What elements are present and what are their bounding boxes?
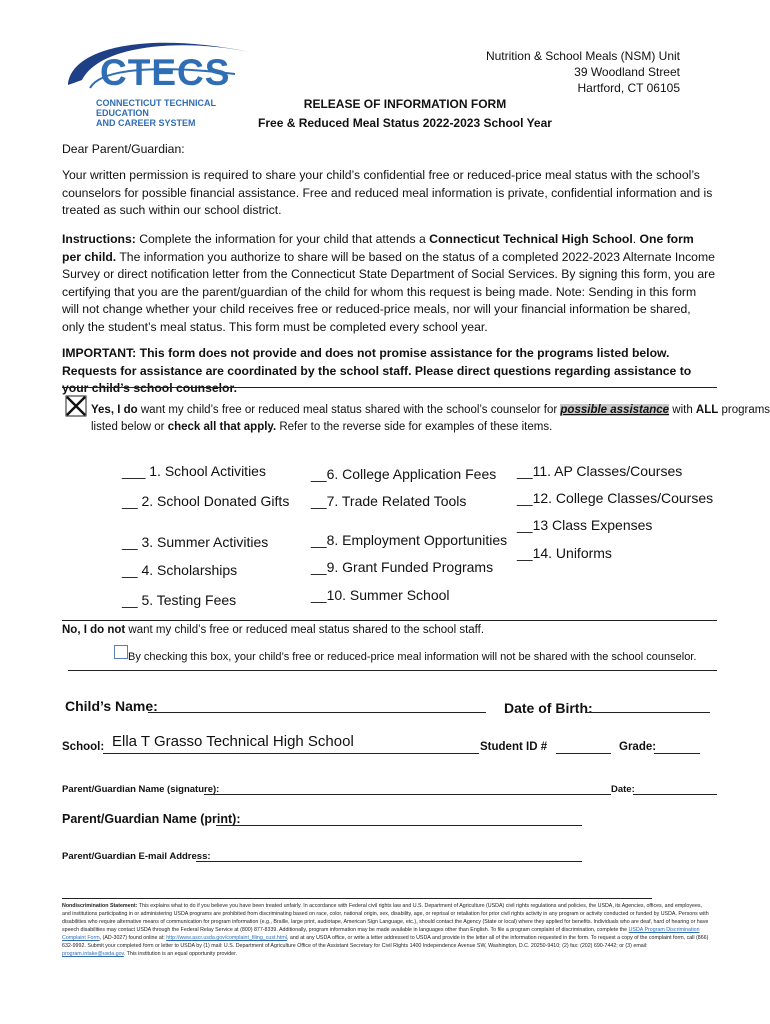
logo-name: CTECS — [100, 52, 231, 93]
program-item[interactable]: ___ 1. School Activities — [122, 463, 266, 479]
intro-paragraph: Your written permission is required to share your child’s confidential free or reduced-price meal status with the school’s counselors for possible financial assistance. Free and reduced meal information is private, confidential information and is treated as such within our school district. — [62, 168, 713, 217]
form-title: RELEASE OF INFORMATION FORM — [303, 97, 507, 111]
dob-field[interactable] — [585, 712, 710, 713]
yes-option-text-line2: listed below or check all that apply. Refer to the reverse side for examples of these items. — [91, 421, 553, 433]
form-subtitle: Free & Reduced Meal Status 2022-2023 School Year — [258, 116, 552, 130]
child-name-label: Child’s Name: — [65, 698, 158, 714]
program-item[interactable]: __12. College Classes/Courses — [517, 490, 714, 506]
print-name-field[interactable] — [216, 825, 582, 826]
yes-option-text: Yes, I do want my child’s free or reduced meal status shared with the school’s counselor for possible assistance with ALL programs — [91, 404, 770, 416]
divider — [68, 670, 717, 671]
signature-label: Parent/Guardian Name (signature): — [62, 784, 220, 795]
grade-field[interactable] — [654, 753, 700, 754]
program-item[interactable]: __ 2. School Donated Gifts — [122, 493, 290, 509]
yes-checkbox[interactable] — [65, 395, 87, 417]
school-value: Ella T Grasso Technical High School — [112, 733, 354, 750]
program-item[interactable]: __9. Grant Funded Programs — [311, 559, 494, 575]
nondiscrimination-statement: Nondiscrimination Statement: This explains what to do if you believe you have been treated unfairly. In accordance with Federal civil rights law and U.S. Department of Agriculture (USDA) civil rights regulations and policies, the USDA, its Agencies, offices, and employees, and institutions participating in or administering USDA programs are prohibited from discriminating based on race, color, national origin, sex, disability, age, or reprisal or retaliation for prior civil rights activity in any program or activity conducted or funded by USDA. Persons with disabilities who require alternative means of communication for program information (e.g., Braille, large print, audiotape, American Sign Language, etc.), should contact the Agency (State or local) where they applied for benefits. Individuals who are deaf, hard of hearing or have speech disabilities may contact USDA through the Federal Relay Service at (800) 877-8339. Additionally, program information may be made available in languages other than English. To file a program complaint of discrimination, complete the USDA Program Discrimination Complaint Form, (AD-3027) found online at: http://www.ascr.usda.gov/complaint_filing_cust.html, and at any USDA office, or write a letter addressed to USDA and provide in the letter all of the information requested in the form. To request a copy of the complaint form, call (866) 632-9992. Submit your completed form or letter to USDA by (1) mail: U.S. Department of Agriculture Office of the Assistant Secretary for Civil Rights 1400 Independence Avenue SW, Washington, D.C. 20250-9410; (2) fax: (202) 690-7442; or (3) email: program.intake@usda.gov. This institution is an equal opportunity provider. — [62, 903, 709, 957]
date-label: Date: — [611, 784, 635, 795]
no-checkbox-label: By checking this box, your child’s free or reduced-price meal information will not be shared with the school counselor. — [128, 651, 697, 663]
program-item[interactable]: __7. Trade Related Tools — [311, 493, 467, 509]
important-notice: IMPORTANT: This form does not provide and does not promise assistance for the programs listed below. Requests for assistance are coordinated by the school staff. Please direct questions regarding assistance to your child’s school counselor. — [62, 346, 692, 395]
school-field[interactable] — [103, 753, 479, 754]
program-item[interactable]: __14. Uniforms — [517, 545, 612, 561]
no-option-text: No, I do not want my child’s free or reduced meal status shared to the school staff. — [62, 624, 485, 636]
student-id-label: Student ID # — [480, 741, 548, 753]
school-label: School: — [62, 741, 105, 753]
program-item[interactable]: __ 5. Testing Fees — [122, 592, 237, 608]
instructions-paragraph: Instructions: Complete the information for your child that attends a Connecticut Technical High School. One form per child. The information you authorize to share will be based on the status of a completed 2022-2023 Alternate Income Survey or direct notification letter from the Connecticut State Department of Social Services. By signing this form, you are certifying that you are the parent/guardian of the child for whom this request is being made. Note: Sending in this form will not change whether your child receives free or reduced-price meals, nor will your financial information be shared, only the student’s meal status. This form must be completed every school year. — [62, 232, 716, 334]
dob-label: Date of Birth: — [504, 700, 593, 716]
logo-subtitle: CONNECTICUT TECHNICAL EDUCATION AND CAREER SYSTEM — [96, 98, 216, 128]
no-checkbox[interactable] — [114, 645, 128, 659]
signature-field[interactable] — [204, 794, 611, 795]
email-link[interactable]: program.intake@usda.gov — [62, 951, 124, 957]
program-item[interactable]: __8. Employment Opportunities — [311, 532, 508, 548]
complaint-form-link[interactable]: USDA Program Discrimination Complaint Form — [62, 927, 700, 941]
date-field[interactable] — [633, 794, 717, 795]
program-item[interactable]: __13 Class Expenses — [517, 517, 653, 533]
print-name-label: Parent/Guardian Name (print): — [62, 812, 241, 826]
complaint-url-link[interactable]: http://www.ascr.usda.gov/complaint_filing_cust.html — [166, 935, 287, 941]
program-item[interactable]: __11. AP Classes/Courses — [517, 463, 683, 479]
divider — [62, 620, 717, 621]
program-item[interactable]: __10. Summer School — [311, 587, 450, 603]
program-item[interactable]: __ 3. Summer Activities — [122, 534, 269, 550]
x-mark-icon — [65, 395, 87, 417]
email-label: Parent/Guardian E-mail Address: — [62, 851, 211, 862]
student-id-field[interactable] — [556, 753, 611, 754]
program-item[interactable]: __ 4. Scholarships — [122, 562, 238, 578]
child-name-field[interactable] — [148, 712, 486, 713]
grade-label: Grade: — [619, 741, 657, 753]
office-address: Nutrition & School Meals (NSM) Unit 39 Woodland Street Hartford, CT 06105 — [485, 49, 680, 95]
program-item[interactable]: __6. College Application Fees — [311, 466, 497, 482]
divider — [62, 898, 652, 899]
divider — [62, 387, 717, 388]
greeting: Dear Parent/Guardian: — [62, 142, 185, 156]
email-field[interactable] — [196, 861, 582, 862]
